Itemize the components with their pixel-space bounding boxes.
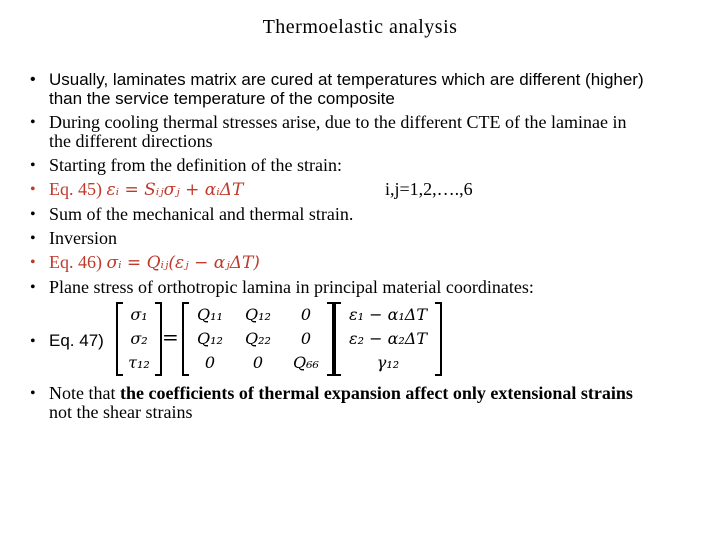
bullet-dot: • <box>30 114 36 131</box>
matrix-cell: γ₁₂ <box>376 353 400 372</box>
bullet-text-line: than the service temperature of the composite <box>49 89 395 108</box>
matrix-cell: 0 <box>300 329 312 348</box>
bullet-dot: • <box>30 279 36 296</box>
bullet-dot: • <box>30 157 36 174</box>
bullet-eq47 <box>30 302 710 380</box>
matrix-cell: 0 <box>204 353 216 372</box>
bullet-text: Sum of the mechanical and thermal strain. <box>49 204 354 224</box>
bullet-dot: • <box>30 230 36 247</box>
stress-vector <box>116 302 162 376</box>
matrix-cell: Q₆₆ <box>293 353 319 372</box>
matrix-cell: 0 <box>252 353 264 372</box>
bullet-text: Plane stress of orthotropic lamina in principal material coordinates: <box>49 277 534 297</box>
note-prefix: Note that <box>49 383 120 403</box>
bullet-text-line: Usually, laminates matrix are cured at temperatures which are different (higher) <box>49 70 644 89</box>
bullet-cooling-stresses <box>30 113 710 151</box>
equation-label: Eq. 47) <box>49 331 104 350</box>
bullet-cured-temperature <box>30 70 710 108</box>
matrix-cell: Q₁₂ <box>197 329 223 348</box>
matrix-cell: Q₁₂ <box>245 305 271 324</box>
matrix-cell: ε₂ − α₂ΔT <box>348 329 428 348</box>
bullet-dot: • <box>30 333 36 350</box>
bullet-text-line: During cooling thermal stresses arise, due to the different CTE of the laminae in <box>49 112 627 132</box>
bullet-eq46 <box>30 253 710 273</box>
matrix-cell: σ₂ <box>130 329 148 348</box>
matrix-cell: Q₁₁ <box>197 305 223 324</box>
stiffness-matrix <box>182 302 334 376</box>
bullet-thermal-expansion-note <box>30 384 710 422</box>
matrix-cell: ε₁ − α₁ΔT <box>348 305 428 324</box>
bullet-sum-strain <box>30 205 710 224</box>
bullet-strain-definition <box>30 156 710 175</box>
bullet-plane-stress <box>30 278 710 297</box>
equation-46: σᵢ = Qᵢⱼ(εⱼ − αⱼΔT) <box>106 253 260 273</box>
matrix-cell: τ₁₂ <box>128 353 150 372</box>
bullet-text: Starting from the definition of the strain: <box>49 155 342 175</box>
bullet-inversion <box>30 229 710 248</box>
equation-label: Eq. 46) <box>49 252 102 272</box>
bullet-text-line: not the shear strains <box>49 402 193 422</box>
bullet-list <box>30 70 710 427</box>
matrix-cell: Q₂₂ <box>245 329 271 348</box>
equals-sign: = <box>162 325 179 349</box>
bullet-text-line <box>49 384 710 403</box>
bullet-text: Inversion <box>49 228 117 248</box>
index-range-note: i,j=1,2,….,6 <box>385 179 473 199</box>
bullet-text-line: the different directions <box>49 131 213 151</box>
note-emphasis: the coefficients of thermal expansion affect only extensional strains <box>119 383 633 403</box>
equation-label: Eq. 45) <box>49 179 102 199</box>
equation-45: εᵢ = Sᵢⱼσⱼ + αᵢΔT <box>106 180 244 200</box>
bullet-dot: • <box>30 254 36 271</box>
matrix-cell: σ₁ <box>130 305 148 324</box>
matrix-cell: 0 <box>300 305 312 324</box>
bullet-dot: • <box>30 206 36 223</box>
strain-vector <box>334 302 442 376</box>
bullet-eq45 <box>30 180 710 200</box>
bullet-dot: • <box>30 71 36 88</box>
bullet-dot: • <box>30 181 36 198</box>
bullet-dot: • <box>30 385 36 402</box>
slide-title: Thermoelastic analysis <box>262 16 458 38</box>
